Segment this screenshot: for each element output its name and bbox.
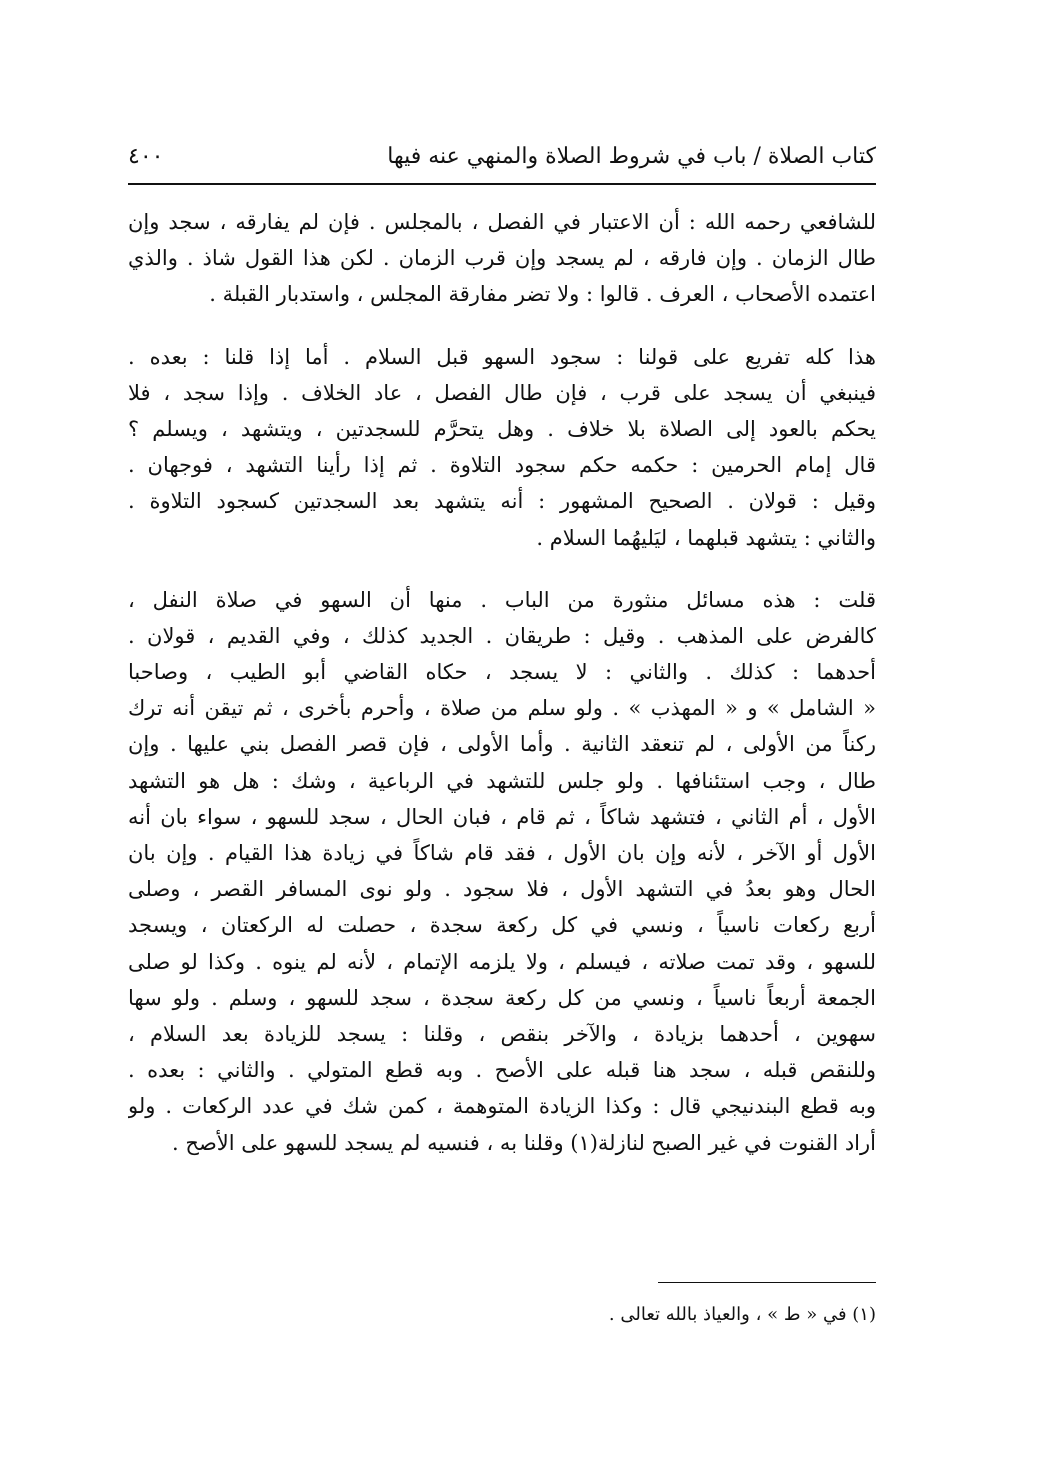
page-number: ٤٠٠ — [128, 144, 164, 169]
paragraph-2 — [128, 339, 876, 556]
text-line: يحكم بالعود إلى الصلاة بلا خلاف . وهل يتحرَّم للسجدتين ، ويتشهد ، ويسلم ؟ — [128, 416, 876, 441]
header-rule — [128, 183, 876, 185]
text-line: ركناً من الأولى ، لم تنعقد الثانية . وأما الأولى ، فإن قصر الفصل بني عليها . وإن — [128, 732, 876, 757]
text-line: وللنقص قبله ، سجد هنا قبله على الأصح . وبه قطع المتولي . والثاني : بعده . — [128, 1058, 876, 1083]
text-line: وبه قطع البندنيجي قال : وكذا الزيادة المتوهمة ، كمن شك في عدد الركعات . ولو — [128, 1094, 876, 1119]
paragraph-3 — [128, 582, 876, 1161]
text-line: سهوين ، أحدهما بزيادة ، والآخر بنقص ، وقلنا : يسجد للزيادة بعد السلام ، — [128, 1021, 876, 1046]
paragraph-1 — [128, 204, 876, 313]
text-line: قلت : هذه مسائل منثورة من الباب . منها أن السهو في صلاة النفل ، — [128, 587, 876, 612]
text-line: الجمعة أربعاً ناسياً ، ونسي من كل ركعة سجدة ، سجد للسهو ، وسلم . ولو سها — [128, 985, 876, 1010]
text-line: والثاني : يتشهد قبلهما ، ليَليهُما السلام . — [536, 525, 876, 550]
page-header — [128, 140, 876, 180]
text-line: أراد القنوت في غير الصبح لنازلة(١) وقلنا به ، فنسيه لم يسجد للسهو على الأصح . — [172, 1130, 876, 1155]
text-line: الأول ، أم الثاني ، فتشهد شاكاً ، ثم قام ، فبان الحال ، سجد للسهو ، سواء بان أنه — [128, 804, 876, 829]
text-line: أحدهما : كذلك . والثاني : لا يسجد ، حكاه القاضي أبو الطيب ، وصاحبا — [128, 660, 876, 685]
text-line: أربع ركعات ناسياً ، ونسي في كل ركعة سجدة ، حصلت له الركعتان ، ويسجد — [128, 913, 876, 938]
text-line: اعتمده الأصحاب ، العرف . قالوا : ولا تضر مفارقة المجلس ، واستدبار القبلة . — [209, 282, 876, 307]
text-line: وقيل : قولان . الصحيح المشهور : أنه يتشهد بعد السجدتين كسجود التلاوة . — [128, 489, 876, 514]
text-line: « الشامل » و « المهذب » . ولو سلم من صلاة ، وأحرم بأخرى ، ثم تيقن أنه ترك — [128, 696, 876, 721]
text-line: كالفرض على المذهب . وقيل : طريقان . الجديد كذلك ، وفي القديم ، قولان . — [128, 623, 876, 648]
footnote: (١) في « ط » ، والعياذ بالله تعالى . — [608, 1304, 876, 1325]
footnote-rule — [658, 1282, 876, 1283]
running-title: كتاب الصلاة / باب في شروط الصلاة والمنهي عنه فيها — [387, 144, 876, 169]
body-text — [128, 204, 876, 1161]
text-line: للسهو ، وقد تمت صلاته ، فيسلم ، ولا يلزمه الإتمام ، لأنه لم ينوه . وكذا لو صلى — [128, 949, 876, 974]
text-line: للشافعي رحمه الله : أن الاعتبار في الفصل ، بالمجلس . فإن لم يفارقه ، سجد وإن — [128, 210, 876, 234]
text-line: الحال وهو بعدُ في التشهد الأول ، فلا سجود . ولو نوى المسافر القصر ، وصلى — [128, 877, 876, 902]
text-line: قال إمام الحرمين : حكمه حكم سجود التلاوة . ثم إذا رأينا التشهد ، فوجهان . — [128, 453, 876, 478]
text-line: هذا كله تفريع على قولنا : سجود السهو قبل السلام . أما إذا قلنا : بعده . — [128, 344, 876, 369]
text-line: طال الزمان . وإن فارقه ، لم يسجد وإن قرب الزمان . لكن هذا القول شاذ . والذي — [128, 246, 876, 271]
text-line: طال ، وجب استئنافها . ولو جلس للتشهد في الرباعية ، وشك : هل هو التشهد — [128, 768, 876, 793]
text-line: فينبغي أن يسجد على قرب ، فإن طال الفصل ، عاد الخلاف . وإذا سجد ، فلا — [128, 380, 876, 405]
text-line: الأول أو الآخر ، لأنه وإن بان الأول ، فقد قام شاكاً في زيادة هذا القيام . وإن بان — [128, 841, 876, 865]
